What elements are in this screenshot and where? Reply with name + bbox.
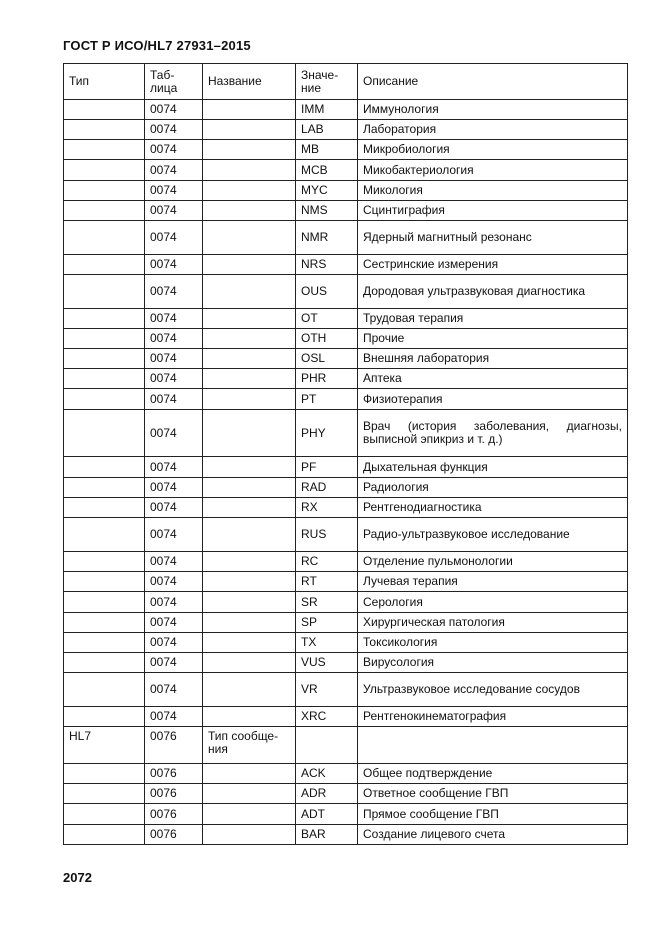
cell-name — [203, 498, 296, 518]
cell-type — [64, 221, 145, 255]
cell-value: ADR — [296, 784, 358, 804]
cell-table: 0074 — [145, 498, 203, 518]
cell-value: NMR — [296, 221, 358, 255]
cell-table: 0074 — [145, 329, 203, 349]
cell-type — [64, 613, 145, 633]
cell-table: 0074 — [145, 572, 203, 592]
cell-name — [203, 329, 296, 349]
cell-description: Ядерный магнитный резонанс — [358, 221, 628, 255]
cell-table: 0074 — [145, 673, 203, 707]
cell-table: 0074 — [145, 592, 203, 613]
table-row — [64, 478, 628, 498]
cell-type — [64, 552, 145, 572]
table-row — [64, 309, 628, 329]
table-row — [64, 707, 628, 727]
table-row — [64, 572, 628, 592]
cell-name — [203, 160, 296, 181]
cell-table: 0074 — [145, 707, 203, 727]
cell-type — [64, 160, 145, 181]
cell-value: MB — [296, 140, 358, 160]
table-row — [64, 613, 628, 633]
cell-table: 0074 — [145, 518, 203, 552]
cell-description: Лаборатория — [358, 120, 628, 140]
cell-value: RX — [296, 498, 358, 518]
cell-name — [203, 784, 296, 804]
table-row — [64, 804, 628, 825]
cell-value: PF — [296, 457, 358, 478]
cell-description: Микобактериология — [358, 160, 628, 181]
cell-value: BAR — [296, 825, 358, 845]
cell-description: Радио-ультразвуковое исследование — [358, 518, 628, 552]
cell-description: Общее подтверждение — [358, 764, 628, 784]
cell-name — [203, 457, 296, 478]
cell-description: Прочие — [358, 329, 628, 349]
cell-table: 0074 — [145, 221, 203, 255]
column-header-type: Тип — [64, 64, 145, 100]
cell-name — [203, 572, 296, 592]
table-row — [64, 160, 628, 181]
cell-table: 0074 — [145, 633, 203, 653]
cell-name — [203, 349, 296, 369]
cell-type — [64, 309, 145, 329]
cell-type — [64, 181, 145, 201]
cell-table: 0074 — [145, 410, 203, 457]
cell-name — [203, 410, 296, 457]
table-row — [64, 784, 628, 804]
cell-value: LAB — [296, 120, 358, 140]
table-row — [64, 552, 628, 572]
column-header-table: Таб- лица — [145, 64, 203, 100]
table-row — [64, 764, 628, 784]
cell-name — [203, 140, 296, 160]
cell-table: 0074 — [145, 478, 203, 498]
cell-value: ACK — [296, 764, 358, 784]
cell-type — [64, 329, 145, 349]
table-row — [64, 275, 628, 309]
cell-value — [296, 727, 358, 764]
cell-description: Микробиология — [358, 140, 628, 160]
cell-type — [64, 707, 145, 727]
cell-type — [64, 592, 145, 613]
table-row — [64, 633, 628, 653]
cell-table: 0074 — [145, 552, 203, 572]
cell-name — [203, 518, 296, 552]
cell-value: SP — [296, 613, 358, 633]
table-row — [64, 140, 628, 160]
cell-description: Врач (история заболевания, диагнозы, выписной эпикриз и т. д.) — [358, 410, 628, 457]
cell-type — [64, 784, 145, 804]
cell-name — [203, 613, 296, 633]
table-row — [64, 825, 628, 845]
column-header-value: Значе- ние — [296, 64, 358, 100]
cell-type — [64, 633, 145, 653]
cell-table: 0076 — [145, 727, 203, 764]
cell-description: Аптека — [358, 369, 628, 389]
cell-description: Токсикология — [358, 633, 628, 653]
table-row — [64, 518, 628, 552]
cell-value: ADT — [296, 804, 358, 825]
cell-name — [203, 764, 296, 784]
cell-value: XRC — [296, 707, 358, 727]
cell-type — [64, 120, 145, 140]
cell-type — [64, 275, 145, 309]
table-row — [64, 221, 628, 255]
cell-table: 0074 — [145, 160, 203, 181]
table-row — [64, 201, 628, 221]
table-row — [64, 457, 628, 478]
cell-description: Радиология — [358, 478, 628, 498]
cell-description: Серология — [358, 592, 628, 613]
table-row — [64, 120, 628, 140]
table-header-row — [64, 64, 628, 100]
cell-value: PHY — [296, 410, 358, 457]
table-row — [64, 498, 628, 518]
cell-type — [64, 673, 145, 707]
cell-type — [64, 457, 145, 478]
cell-name — [203, 552, 296, 572]
cell-name — [203, 592, 296, 613]
cell-table: 0074 — [145, 653, 203, 673]
cell-description: Иммунология — [358, 100, 628, 120]
cell-name — [203, 369, 296, 389]
cell-description: Трудовая терапия — [358, 309, 628, 329]
cell-name — [203, 673, 296, 707]
table-row — [64, 727, 628, 764]
cell-type — [64, 804, 145, 825]
cell-table: 0074 — [145, 181, 203, 201]
cell-table: 0074 — [145, 201, 203, 221]
cell-type — [64, 764, 145, 784]
cell-name — [203, 181, 296, 201]
cell-description: Прямое сообщение ГВП — [358, 804, 628, 825]
cell-value: OUS — [296, 275, 358, 309]
cell-description: Сцинтиграфия — [358, 201, 628, 221]
cell-description: Внешняя лаборатория — [358, 349, 628, 369]
cell-description: Ответное сообщение ГВП — [358, 784, 628, 804]
cell-type: HL7 — [64, 727, 145, 764]
cell-type — [64, 349, 145, 369]
codes-table — [63, 63, 628, 845]
cell-type — [64, 653, 145, 673]
cell-name — [203, 275, 296, 309]
cell-description: Физиотерапия — [358, 389, 628, 410]
cell-value: MYC — [296, 181, 358, 201]
cell-name — [203, 100, 296, 120]
cell-description: Лучевая терапия — [358, 572, 628, 592]
cell-value: OTH — [296, 329, 358, 349]
cell-type — [64, 518, 145, 552]
cell-name — [203, 120, 296, 140]
cell-value: OT — [296, 309, 358, 329]
table-row — [64, 389, 628, 410]
cell-value: SR — [296, 592, 358, 613]
cell-value: NRS — [296, 255, 358, 275]
cell-value: VR — [296, 673, 358, 707]
cell-description: Сестринские измерения — [358, 255, 628, 275]
cell-type — [64, 498, 145, 518]
cell-value: TX — [296, 633, 358, 653]
cell-type — [64, 140, 145, 160]
cell-description: Вирусология — [358, 653, 628, 673]
cell-value: PT — [296, 389, 358, 410]
cell-description: Рентгенодиагностика — [358, 498, 628, 518]
cell-table: 0074 — [145, 275, 203, 309]
cell-name — [203, 478, 296, 498]
cell-table: 0074 — [145, 100, 203, 120]
table-row — [64, 100, 628, 120]
cell-table: 0074 — [145, 309, 203, 329]
cell-table: 0076 — [145, 764, 203, 784]
cell-table: 0074 — [145, 349, 203, 369]
cell-description: Микология — [358, 181, 628, 201]
cell-name — [203, 389, 296, 410]
cell-value: VUS — [296, 653, 358, 673]
cell-type — [64, 100, 145, 120]
cell-description: Отделение пульмонологии — [358, 552, 628, 572]
cell-value: PHR — [296, 369, 358, 389]
cell-table: 0076 — [145, 804, 203, 825]
table-row — [64, 410, 628, 457]
table-row — [64, 329, 628, 349]
cell-name — [203, 804, 296, 825]
cell-name — [203, 255, 296, 275]
table-row — [64, 369, 628, 389]
cell-table: 0074 — [145, 369, 203, 389]
cell-value: MCB — [296, 160, 358, 181]
cell-value: IMM — [296, 100, 358, 120]
cell-table: 0074 — [145, 613, 203, 633]
cell-type — [64, 389, 145, 410]
cell-name — [203, 825, 296, 845]
table-row — [64, 181, 628, 201]
cell-description: Рентгенокинематография — [358, 707, 628, 727]
cell-table: 0074 — [145, 255, 203, 275]
cell-type — [64, 410, 145, 457]
cell-description: Дыхательная функция — [358, 457, 628, 478]
cell-type — [64, 255, 145, 275]
cell-description: Дородовая ультразвуковая диагностика — [358, 275, 628, 309]
cell-type — [64, 572, 145, 592]
column-header-name: Название — [203, 64, 296, 100]
cell-name: Тип сообще- ния — [203, 727, 296, 764]
cell-name — [203, 309, 296, 329]
cell-description: Ультразвуковое исследование сосудов — [358, 673, 628, 707]
table-row — [64, 255, 628, 275]
column-header-description: Описание — [358, 64, 628, 100]
table-row — [64, 673, 628, 707]
cell-value: RAD — [296, 478, 358, 498]
cell-value: RT — [296, 572, 358, 592]
cell-table: 0074 — [145, 120, 203, 140]
cell-name — [203, 201, 296, 221]
cell-description: Хирургическая патология — [358, 613, 628, 633]
cell-type — [64, 478, 145, 498]
document-header: ГОСТ Р ИСО/HL7 27931–2015 — [63, 38, 251, 53]
cell-type — [64, 369, 145, 389]
cell-table: 0076 — [145, 825, 203, 845]
cell-value: OSL — [296, 349, 358, 369]
table-row — [64, 592, 628, 613]
cell-name — [203, 221, 296, 255]
cell-description: Создание лицевого счета — [358, 825, 628, 845]
page-number: 2072 — [63, 870, 92, 885]
cell-name — [203, 653, 296, 673]
cell-table: 0076 — [145, 784, 203, 804]
table-row — [64, 349, 628, 369]
cell-name — [203, 707, 296, 727]
cell-type — [64, 201, 145, 221]
cell-table: 0074 — [145, 389, 203, 410]
cell-type — [64, 825, 145, 845]
cell-value: RUS — [296, 518, 358, 552]
cell-name — [203, 633, 296, 653]
table-row — [64, 653, 628, 673]
cell-value: NMS — [296, 201, 358, 221]
cell-value: RC — [296, 552, 358, 572]
cell-description — [358, 727, 628, 764]
cell-table: 0074 — [145, 140, 203, 160]
cell-table: 0074 — [145, 457, 203, 478]
